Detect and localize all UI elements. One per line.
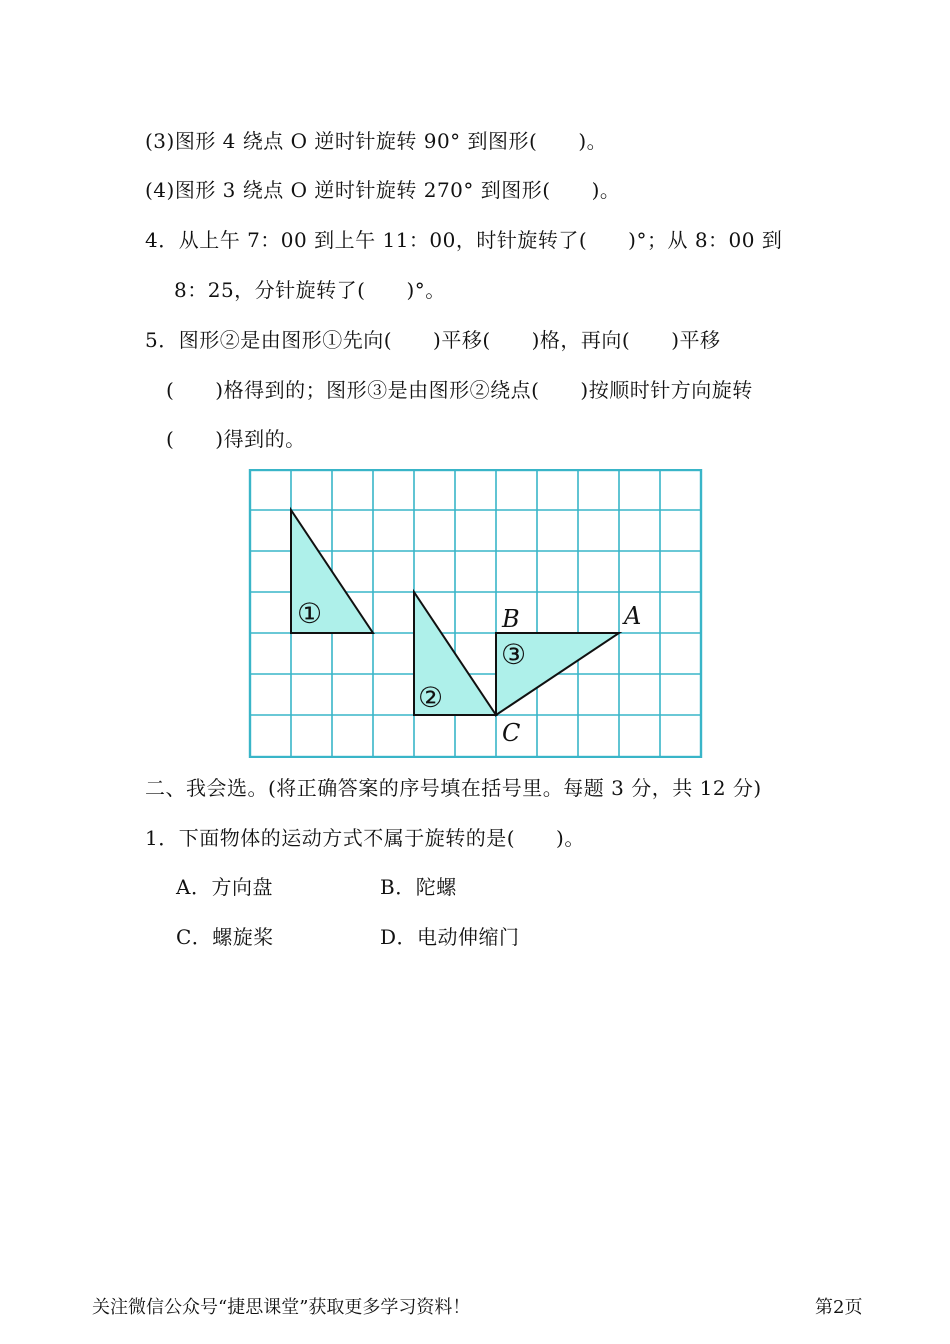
section-2-heading: 二、我会选。(将正确答案的序号填在括号里。每题 3 分，共 12 分) <box>145 776 762 800</box>
grid-figure <box>248 469 705 758</box>
point-a-label: A <box>624 602 642 630</box>
option-a: A．方向盘 <box>176 875 273 899</box>
question-4-line1: 4．从上午 7：00 到上午 11：00，时针旋转了( )°；从 8：00 到 <box>145 228 783 252</box>
question-3-3: (3)图形 4 绕点 O 逆时针旋转 90° 到图形( )。 <box>145 129 608 153</box>
question-5-line3: ( )得到的。 <box>166 427 306 451</box>
point-c-label: C <box>502 719 521 747</box>
question-5-line1: 5．图形②是由图形①先向( )平移( )格，再向( )平移 <box>145 328 721 352</box>
point-b-label: B <box>502 605 520 633</box>
question-3-4: (4)图形 3 绕点 O 逆时针旋转 270° 到图形( )。 <box>145 178 621 202</box>
footer-promo: 关注微信公众号“捷思课堂”获取更多学习资料！ <box>92 1297 471 1318</box>
option-d: D．电动伸缩门 <box>380 925 520 949</box>
option-b: B．陀螺 <box>380 875 457 899</box>
page-number: 第2页 <box>815 1297 863 1318</box>
question-5-line2: ( )格得到的；图形③是由图形②绕点( )按顺时针方向旋转 <box>166 378 753 402</box>
shape-3-label: ③ <box>501 638 527 671</box>
question-4-line2: 8：25，分针旋转了( )°。 <box>174 278 446 302</box>
shape-2-label: ② <box>418 681 444 714</box>
option-c: C．螺旋桨 <box>176 925 274 949</box>
section-2-question-1: 1．下面物体的运动方式不属于旋转的是( )。 <box>145 826 585 850</box>
shape-1-label: ① <box>297 597 323 630</box>
